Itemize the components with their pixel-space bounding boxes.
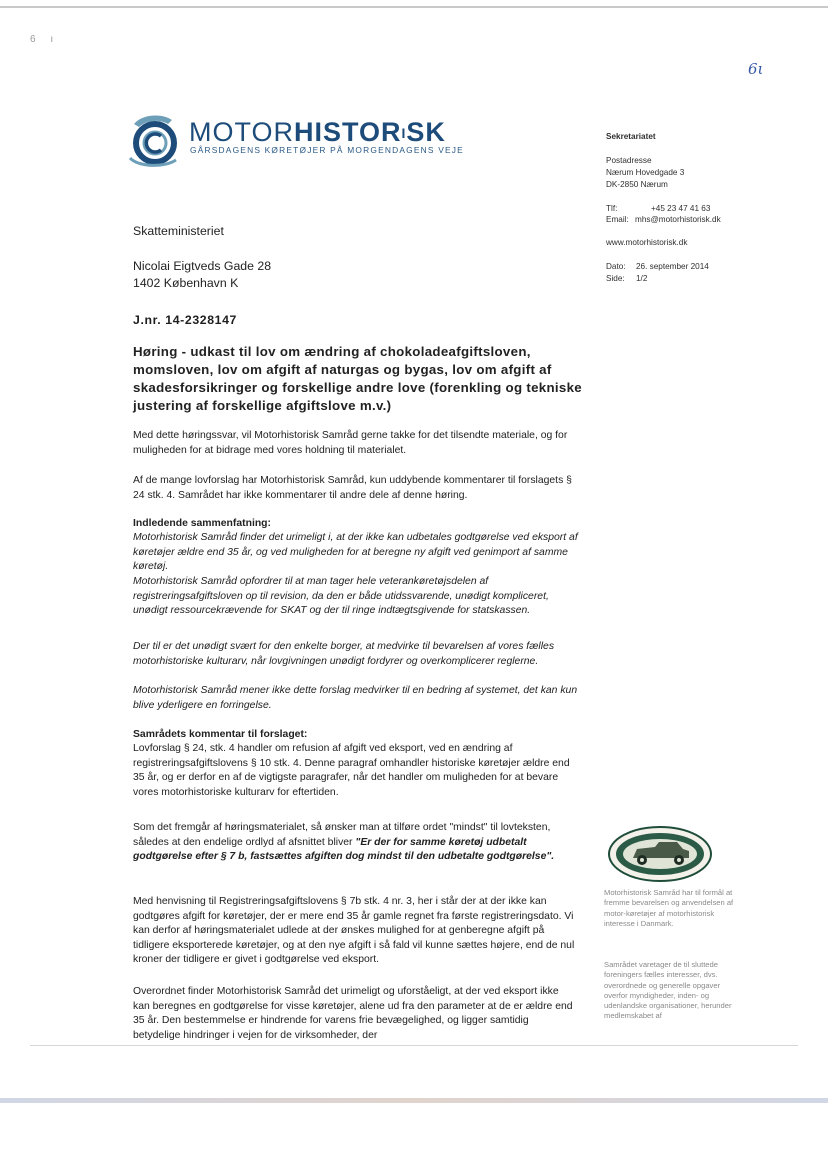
logo-word-bold: HISTOR — [294, 117, 402, 147]
recipient-street: Nicolai Eigtveds Gade 28 — [133, 259, 272, 273]
date-label: Dato: — [606, 262, 626, 271]
sender-city: DK-2850 Nærum — [606, 180, 668, 189]
summary-point-1: Motorhistorisk Samråd finder det urimeligt i, at der ikke kan udbetales godtgørelse ved eksport af køretøjer ældre end 35 år, og ved muligheden for at beregne ny afgift ved genimport af samme køretøj. — [133, 532, 578, 573]
logo-word-thin: MOTOR — [189, 117, 294, 147]
logo-word-end: SK — [406, 117, 446, 147]
page-label: Side: — [606, 274, 625, 283]
page-bottom-rule — [30, 1045, 798, 1046]
comment-paragraph-2 — [133, 821, 578, 865]
summary-point-3: Der til er det unødigt svært for den enkelte borger, at medvirke til bevarelsen af vores fælles motorhistoriske kulturarv, når lovgivningen unødigt fordyrer og overkomplicerer reglerne. — [133, 641, 555, 667]
comment-paragraph-4: Overordnet finder Motorhistorisk Samråd det urimeligt og uforståeligt, at der ved eksport ikke kan beregnes en godtgørelse for visse køretøjer, alene ud fra den parameter at de er ældre end 35 år. Den bestemmelse er hindrende for varens frie bevægelighed, og ligger samtidig betydelige hindringer i vejen for de virksomheder, der — [133, 986, 573, 1041]
letter-subject: Høring - udkast til lov om ændring af chokoladeafgiftsloven, momsloven, lov om afgift af naturgas og bygas, lov om afgift af skadesforsikringer og forskellige andre love (forenkling og tekniske justering af forskellige afgiftslove m.v.) — [133, 344, 582, 413]
phone-label: Tlf: — [606, 204, 618, 213]
sender-office: Sekretariatet — [606, 132, 656, 141]
paragraph-intro: Med dette høringssvar, vil Motorhistorisk Samråd gerne takke for det tilsendte materiale, og for muligheden for at bidrage med vores holdning til materialet. — [133, 430, 568, 456]
recipient-name: Skatteministeriet — [133, 224, 224, 238]
logo-tagline: GÅRSDAGENS KØRETØJER PÅ MORGENDAGENS VEJE — [190, 145, 464, 155]
handwritten-page-number: 6ι — [748, 60, 764, 78]
law-quote: "Er der for samme køretøj udbetalt godtgørelse efter § 7 b, fastsættes afgiften dog mindst til den udbetalte godtgørelse". — [133, 836, 555, 863]
postal-label: Postadresse — [606, 156, 652, 165]
comment-paragraph-1: Lovforslag § 24, stk. 4 handler om refusion af afgift ved eksport, ved en ændring af registreringsafgiftslovens § 10 stk. 4. Denne paragraf omhandler historiske køretøjer ældre end 35 år, og er derfor en af de vigtigste paragrafer, når det handler om muligheden for at bevare vores motorhistoriske kulturarv for eftertiden. — [133, 743, 570, 798]
phone-value: +45 23 47 41 63 — [651, 204, 711, 213]
paragraph-scope: Af de mange lovforslag har Motorhistorisk Samråd, kun uddybende kommentarer til forslagets § 24 stk. 4. Samrådet har ikke kommentarer til andre dele af denne høring. — [133, 475, 572, 501]
scan-top-edge — [0, 6, 828, 8]
website: www.motorhistorisk.dk — [606, 238, 688, 247]
scan-marks: 6 ı — [30, 34, 60, 45]
summary-point-2: Motorhistorisk Samråd opfordrer til at man tager hele veterankøretøjsdelen af registreringsafgiftsloven op til revision, da den er både utidssvarende, unødigt kompliceret, unødigt ressourcekrævende for SKAT og der til ringe indtægtsgivende for statskassen. — [133, 576, 549, 617]
comment-paragraph-2-text: Som det fremgår af høringsmaterialet, så ønsker man at tilføre ordet "mindst" til lovteksten, således at den endelige ordlyd af afsnittet bliver — [133, 822, 551, 848]
aside-purpose: Motorhistorisk Samråd har til formål at fremme bevarelsen og anvendelsen af motor-køretøjer af motorhistorisk interesse i Danmark. — [604, 888, 734, 928]
email-value: mhs@motorhistorisk.dk — [635, 215, 721, 224]
sender-street: Nærum Hovedgade 3 — [606, 168, 685, 177]
email-label: Email: — [606, 215, 629, 224]
scan-bottom-edge — [0, 1098, 828, 1103]
comment-paragraph-3: Med henvisning til Registreringsafgiftslovens § 7b stk. 4 nr. 3, her i står der at der ikke kan godtgøres afgift for køretøjer, der er mere end 35 år gamle regnet fra første registreringsdato. Vi kan derfor af høringsmaterialet udlede at der ønskes mulighed for at genberegne afgift på tidligere eksporterede køretøjer, og at den nye afgift i så fald vil kunne sættes højere, end de nul kroner der tidligere er givet i godtgørelse ved eksport. — [133, 896, 575, 966]
summary-point-4: Motorhistorisk Samråd mener ikke dette forslag medvirker til en bedring af systemet, det kan kun blive yderligere en forringelse. — [133, 685, 578, 711]
date-value: 26. september 2014 — [636, 262, 709, 271]
summary-heading: Indledende sammenfatning: — [133, 518, 271, 529]
journal-number: J.nr. 14-2328147 — [133, 313, 237, 327]
page-value: 1/2 — [636, 274, 648, 283]
seal-car-icon — [607, 825, 713, 888]
recipient-city: 1402 København K — [133, 276, 239, 290]
logo-wordmark — [189, 118, 446, 147]
logo-word-i: I — [401, 125, 407, 141]
aside-role: Samrådet varetager de til sluttede foreningers fælles interesser, dvs. overordnede og generelle opgaver overfor myndigheder, inden- og udenlandske organisationer, herunder medlemskabet af — [604, 960, 732, 1021]
wheel-logo-icon — [128, 112, 186, 173]
comments-heading: Samrådets kommentar til forslaget: — [133, 729, 308, 740]
